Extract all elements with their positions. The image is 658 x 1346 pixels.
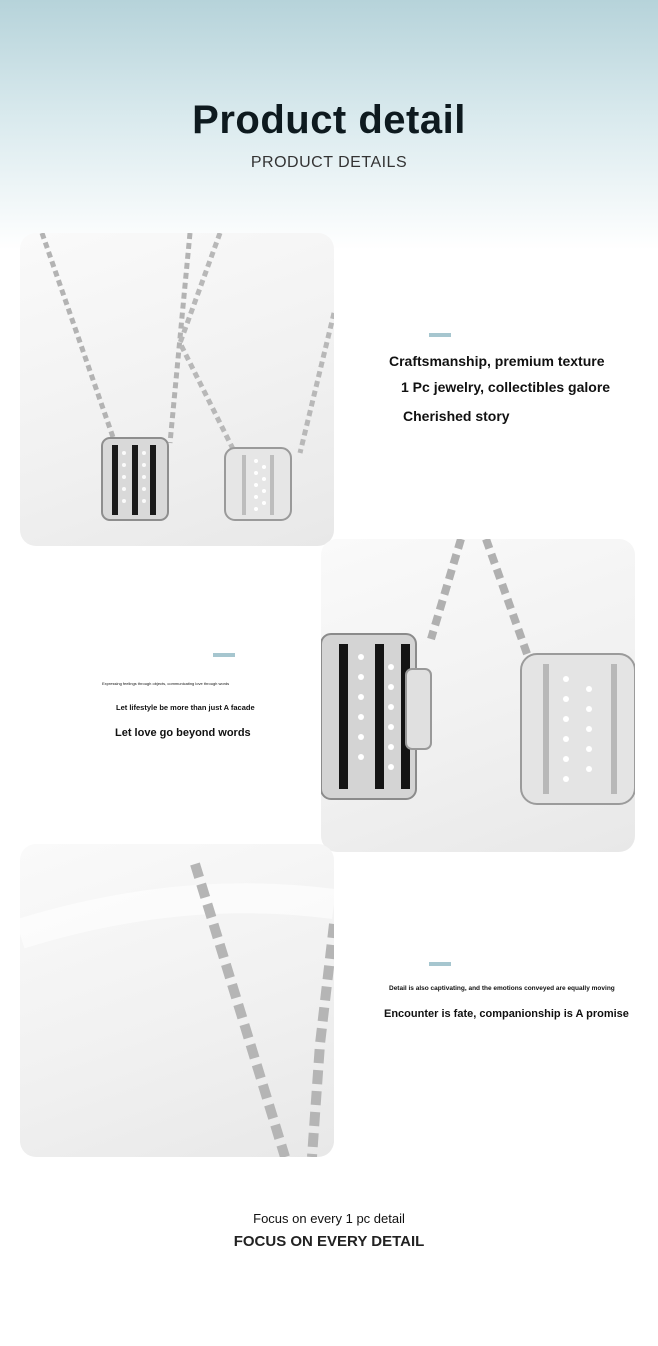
lifestyle-line: Let lifestyle be more than just A facade bbox=[116, 703, 255, 712]
footer-subheading: FOCUS ON EVERY DETAIL bbox=[233, 1233, 425, 1250]
tiny-caption: Expressing feelings through objects, communicating love through words bbox=[102, 681, 230, 686]
love-line: Let love go beyond words bbox=[115, 727, 251, 739]
footer-heading: Focus on every 1 pc detail bbox=[253, 1211, 405, 1226]
feature-line-3: Cherished story bbox=[403, 408, 510, 424]
accent-bar-3 bbox=[429, 962, 451, 966]
accent-bar-1 bbox=[429, 333, 451, 337]
product-photo-pendant-closeup bbox=[321, 539, 635, 852]
page-subtitle: PRODUCT DETAILS bbox=[250, 154, 408, 171]
pendant-silver-closeup bbox=[521, 654, 635, 804]
pendant-black-stripes-closeup bbox=[321, 634, 431, 799]
pendant-black-stripes bbox=[102, 438, 168, 520]
feature-line-2: 1 Pc jewelry, collectibles galore bbox=[401, 379, 611, 395]
detail-caption: Detail is also captivating, and the emotions conveyed are equally moving bbox=[389, 985, 615, 992]
page-title: Product detail bbox=[192, 98, 466, 142]
feature-line-1: Craftsmanship, premium texture bbox=[389, 353, 605, 369]
pendant-silver bbox=[225, 448, 291, 520]
product-photo-two-necklaces bbox=[20, 233, 334, 546]
encounter-line: Encounter is fate, companionship is A promise bbox=[384, 1008, 629, 1020]
product-photo-chain-closeup bbox=[20, 844, 334, 1157]
accent-bar-2 bbox=[213, 653, 235, 657]
